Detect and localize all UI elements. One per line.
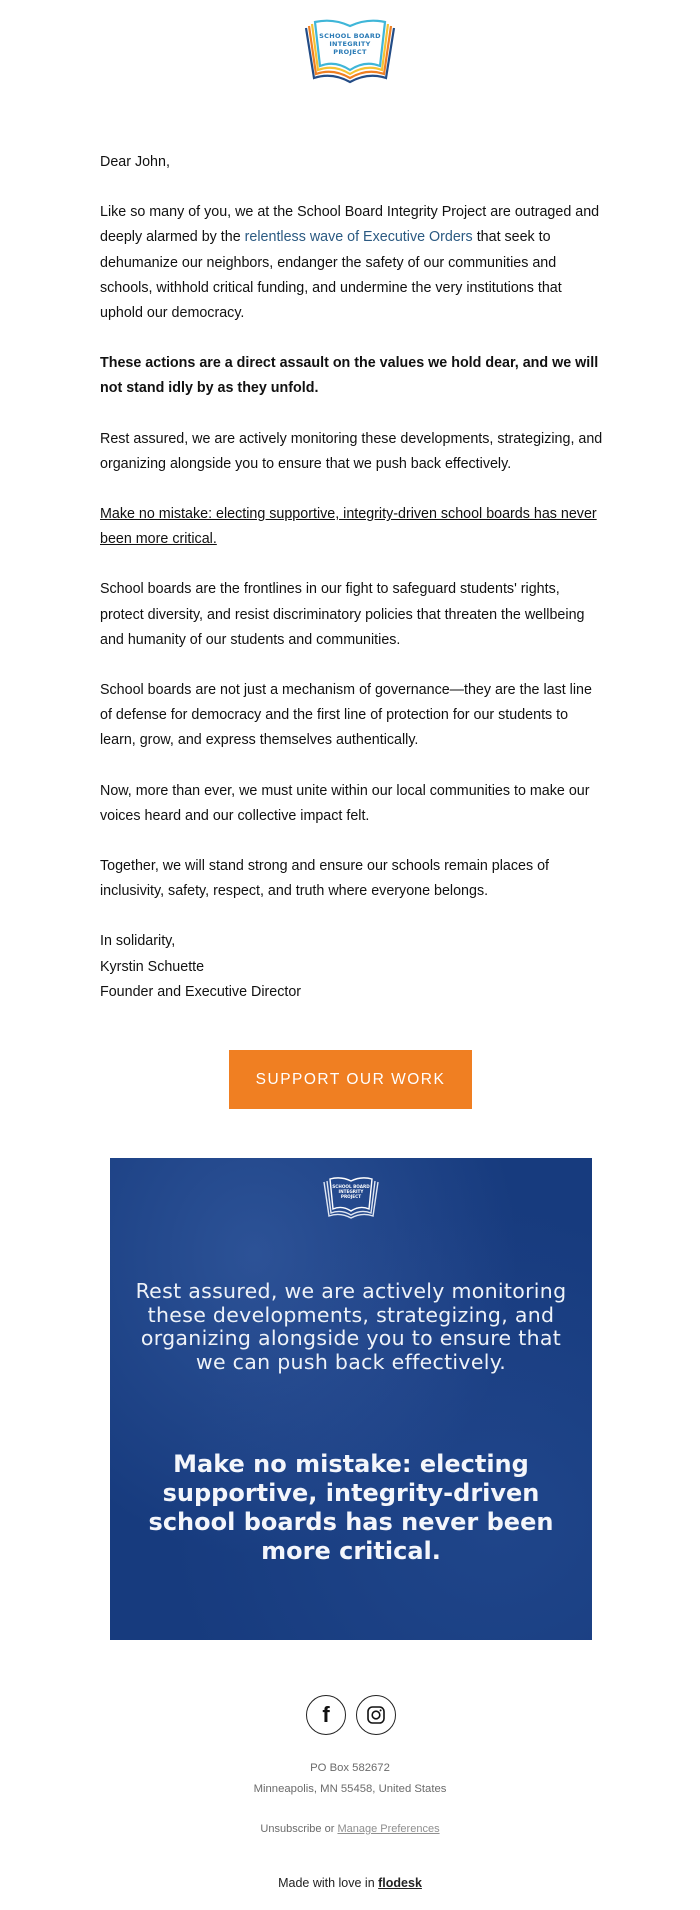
paragraph-7: Now, more than ever, we must unite within our local communities to make our voices heard and our collective impact felt. [100,782,590,824]
logo-line-3: PROJECT [333,48,367,56]
quote-logo-line-2: INTEGRITY [338,1189,364,1195]
logo-line-2: INTEGRITY [329,40,371,48]
instagram-link[interactable] [356,1695,396,1735]
paragraph-5: School boards are the frontlines in our fight to safeguard students' rights, protect diversity, and resist discriminatory policies that threaten the wellbeing and humanity of our students and communities. [100,581,585,648]
unsubscribe-row [0,1823,700,1835]
paragraph-1 [100,200,605,326]
closing: In solidarity, [100,933,176,950]
school-board-integrity-logo[interactable] [300,18,400,88]
quote-image[interactable] [110,1158,592,1640]
paragraph-6: School boards are not just a mechanism of governance—they are the last line of defense for democracy and the first line of protection for our students to learn, grow, and express themselves authentically. [100,682,592,749]
unsubscribe-or-text: or [321,1823,338,1835]
signer-title: Founder and Executive Director [100,983,302,1000]
quote-bold-text: Make no mistake: electing supportive, integrity-driven school boards has never been more critical. [148,1450,554,1565]
address-line-1: PO Box 582672 [310,1762,390,1774]
address-line-2: Minneapolis, MN 55458, United States [253,1783,447,1795]
quote-image-logo [321,1176,381,1222]
flodesk-link[interactable]: flodesk [378,1876,422,1890]
manage-preferences-link[interactable]: Manage Preferences [337,1823,440,1835]
made-with-text: Made with love in [278,1876,379,1890]
letter-body [100,150,605,1005]
quote-logo-line-3: PROJECT [340,1194,362,1200]
greeting: Dear John, [100,154,170,170]
paragraph-1-tail: that seek to dehumanize our neighbors, endanger the safety of our communities and schools, withhold critical funding, and undermine the very institutions that uphold our democracy. [100,229,562,322]
quote-logo-line-1: SCHOOL BOARD [332,1184,370,1189]
signer-name: Kyrstin Schuette [100,958,205,975]
logo-wordmark [300,32,400,56]
facebook-icon: f [322,1702,330,1727]
paragraph-4-underlined: Make no mistake: electing supportive, integrity-driven school boards has never been more critical. [100,506,597,548]
support-our-work-button[interactable]: SUPPORT OUR WORK [229,1050,472,1109]
quote-image-wordmark [321,1184,381,1200]
paragraph-3: Rest assured, we are actively monitoring these developments, strategizing, and organizing alongside you to ensure that we push back effectively. [100,430,603,472]
paragraph-2-bold: These actions are a direct assault on the values we hold dear, and we will not stand idly by as they unfold. [100,355,599,397]
unsubscribe-link[interactable]: Unsubscribe [260,1823,322,1835]
quote-regular-text: Rest assured, we are actively monitoring these developments, strategizing, and organizing alongside you to ensure that we can push back effectively. [135,1279,567,1374]
logo-line-1: SCHOOL BOARD [319,32,381,40]
facebook-link[interactable] [306,1695,346,1735]
paragraph-1-lead: Like so many of you, we at the School Board Integrity Project are outraged and deeply alarmed by the [100,204,600,246]
made-with-love [0,1876,700,1890]
executive-orders-link[interactable]: relentless wave of Executive Orders [244,229,473,246]
paragraph-8: Together, we will stand strong and ensure our schools remain places of inclusivity, safety, respect, and truth where everyone belongs. [100,858,550,900]
instagram-icon [366,1705,386,1725]
